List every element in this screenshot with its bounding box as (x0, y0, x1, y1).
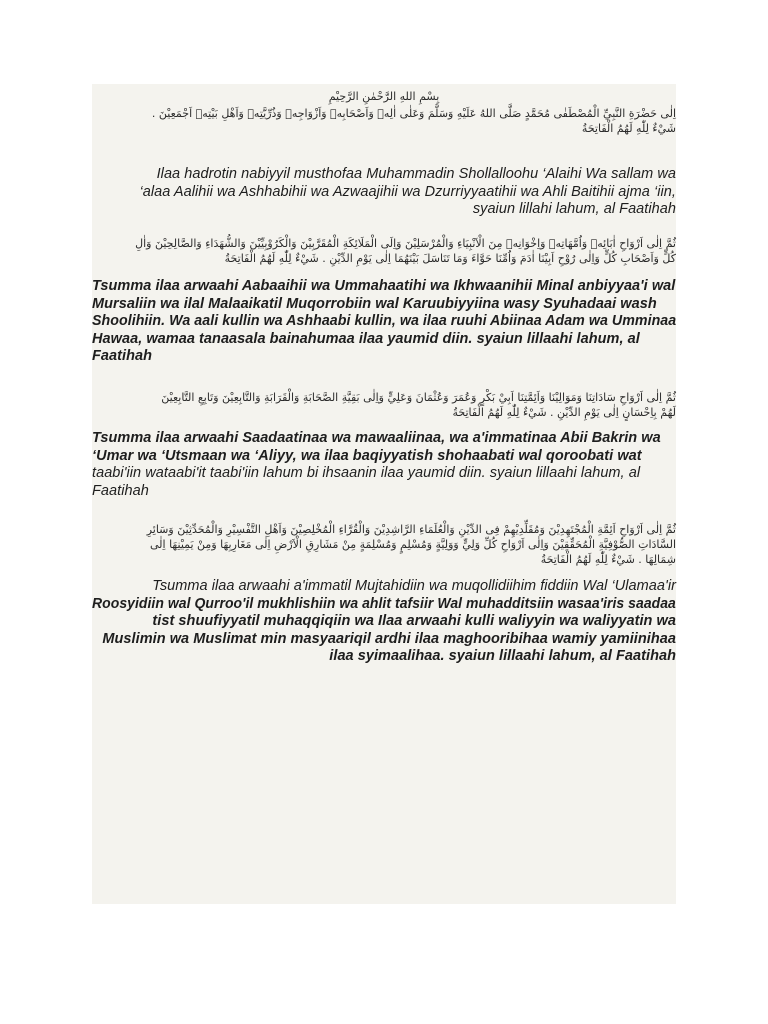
arabic-line: ثُمَّ اِلٰى اَرْوَاحِ سَادَاتِنَا وَمَوَالِيْنَا وَاَئِمَّتِنَا اَبِيْ بَكْرٍ وَعُمَرَ وَعُثْمَانَ وَعَلِيٍّ وَاِلٰى بَقِيَّةِ الصَّحَابَةِ وَالْقَرَابَةِ وَالتَّابِعِيْنَ وَتَابِعِ التَّابِعِيْنَ (161, 391, 676, 404)
arabic-line: لَهُمْ بِاِحْسَانٍ اِلٰى يَوْمِ الدِّيْنِ . شَيْءٌ لِلّٰهِ لَهُمُ الْفَاتِحَةُ (452, 406, 676, 419)
latin-paragraph-2 (92, 278, 676, 366)
latin-line: Mursaliin wa ilal Malaaikatil Muqorrobiin wal Karuubiyyiina wasy Syuhadaai wash (92, 295, 657, 312)
latin-line: syaiun lillahi lahum, al Faatihah (472, 201, 676, 217)
arabic-line: شِمَالِهَا . شَيْءٌ لِلّٰهِ لَهُمُ الْفَاتِحَةُ (540, 553, 676, 566)
arabic-line: ثُمَّ اِلٰى اَرْوَاحِ اٰبَائِهٖ وَاُمَّهَاتِهٖ وَاِخْوَانِهٖ مِنَ الْاَنْبِيَاءِ وَالْمُرْسَلِيْنَ وَاِلَى الْمَلَائِكَةِ الْمُقَرَّبِيْنَ وَالْكَرُوْبِيِّيْنَ وَالشُّهَدَاءِ وَالصَّالِحِيْنَ وَاٰلِ (135, 237, 676, 250)
arabic-line: السَّادَاتِ الصُّوْفِيَّةِ الْمُحَقِّقِيْنَ وَاِلٰى اَرْوَاحِ كُلِّ وَلِيٍّ وَوَلِيَّةٍ وَمُسْلِمٍ وَمُسْلِمَةٍ مِنْ مَشَارِقِ الْاَرْضِ اِلٰى مَغَارِبِهَا وَمِنْ يَمِيْنِهَا اِلٰى (150, 538, 676, 551)
bismillah-heading: بِسْمِ اللهِ الرَّحْمٰنِ الرَّحِيْمِ (328, 90, 440, 103)
latin-line: Faatihah (92, 348, 153, 364)
latin-line: Tsumma ilaa arwaahi Saadaatinaa wa mawaaliinaa, wa a'immatinaa Abii Bakrin wa (92, 430, 661, 446)
latin-line: tist shuufiyyatil muhaqqiqiin wa Ilaa arwaahi kulli waliyyin wa waliyyatin wa (152, 613, 676, 629)
arabic-line: شَيْءٌ لِلّٰهِ لَهُمُ الْفَاتِحَةُ (581, 122, 676, 135)
arabic-paragraph-1 (92, 106, 676, 136)
latin-line: Tsumma ilaa arwaahi Aabaaihii wa Ummahaatihi wa Ikhwaanihii Minal anbiyyaa'i wal (92, 278, 676, 294)
latin-paragraph-3 (92, 430, 676, 500)
arabic-line: ثُمَّ اِلٰى اَرْوَاحِ اَئِمَّةِ الْمُجْتَهِدِيْنَ وَمُقَلِّدِيْهِمْ فِى الدِّيْنِ وَالْعُلَمَاءِ الرَّاشِدِيْنَ وَالْقُرَّاءِ الْمُخْلِصِيْنَ وَاَهْلِ التَّفْسِيْرِ وَالْمُحَدِّثِيْنَ وَسَائِرِ (146, 523, 676, 536)
arabic-line: اِلٰى حَضْرَةِ النَّبِيِّ الْمُصْطَفٰى مُحَمَّدٍ صَلَّى اللهُ عَلَيْهِ وَسَلَّمَ وَعَلٰى اٰلِهٖ وَاَصْحَابِهٖ وَاَزْوَاجِهٖ وَذُرِّيَّتِهٖ وَاَهْلِ بَيْتِهٖ اَجْمَعِيْنَ . (151, 107, 676, 120)
document-page (92, 84, 676, 904)
latin-line: Muslimin wa Muslimat min masyaariqil ardhi ilaa maghooribihaa wamiy yamiinihaa (102, 630, 676, 647)
latin-line: Roosyidiin wal Qurroo'il mukhlishiin wa ahlit tafsiir Wal muhadditsiin wasaa'iris saadaa (92, 595, 676, 612)
arabic-paragraph-3 (92, 390, 676, 420)
arabic-paragraph-4 (92, 522, 676, 567)
arabic-paragraph-2 (92, 236, 676, 266)
latin-line: ilaa syimaalihaa. syaiun lillaahi lahum, al Faatihah (329, 648, 676, 664)
latin-line: taabi'iin wataabi'it taabi'iin lahum bi ihsaanin ilaa yaumid diin. syaiun lillaahi lahum, al (92, 465, 641, 481)
arabic-line: كُلٍّ وَاَصْحَابِ كُلٍّ وَاِلٰى رُوْحِ اَبِيْنَا اٰدَمَ وَاُمِّنَا حَوَّاءَ وَمَا تَنَاسَلَ بَيْنَهُمَا اِلٰى يَوْمِ الدِّيْنِ . شَيْءٌ لِلّٰهِ لَهُمُ الْفَاتِحَةُ (224, 252, 676, 265)
latin-line: Ilaa hadrotin nabiyyil musthofaa Muhammadin Shollalloohu ‘Alaihi Wa sallam wa (156, 166, 676, 182)
latin-line: ‘Umar wa ‘Utsmaan wa ‘Aliyy, wa ilaa baqiyyatish shohaabati wal qoroobati wat (92, 447, 642, 464)
latin-line: Tsumma ilaa arwaahi a'immatil Mujtahidiin wa muqollidiihim fiddiin Wal ‘Ulamaa'ir (152, 578, 676, 594)
latin-line: Shoolihiin. Wa aali kullin wa Ashhaabi kullin, wa ilaa ruuhi Abiinaa Adam wa Umminaa (92, 313, 677, 329)
latin-line: ‘alaa Aalihii wa Ashhabihii wa Azwaajihii wa Dzurriyyaatihii wa Ahli Baitihii ajma ‘iin, (139, 183, 676, 200)
latin-paragraph-1 (92, 166, 676, 219)
latin-line: Faatihah (92, 482, 149, 499)
latin-paragraph-4 (92, 578, 676, 666)
latin-line: Hawaa, wamaa tanaasala bainahumaa ilaa yaumid diin. syaiun lillaahi lahum, al (92, 330, 640, 347)
